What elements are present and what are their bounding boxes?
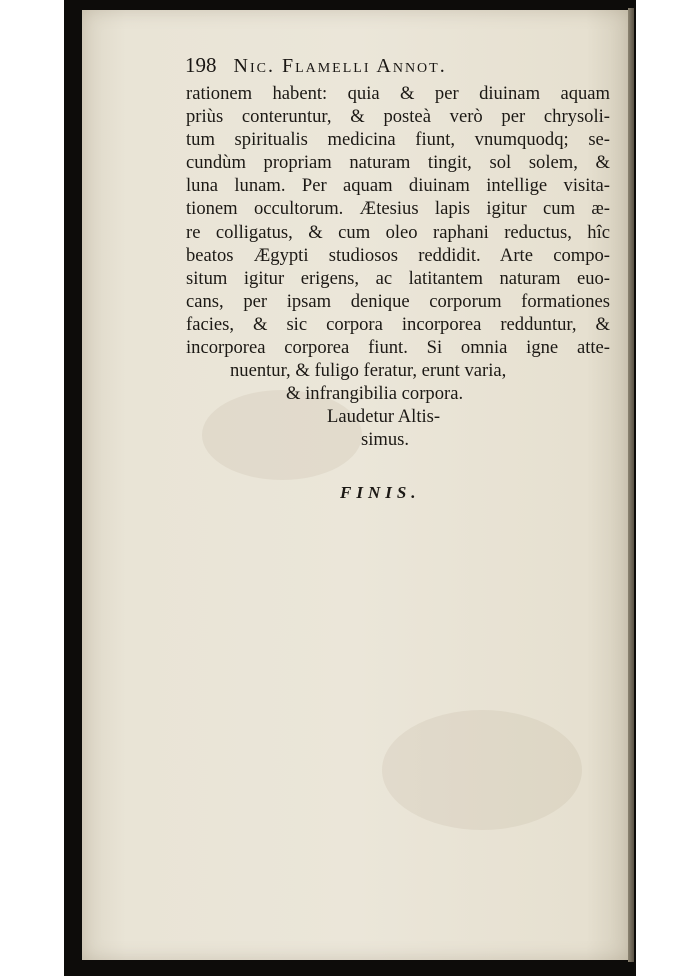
text-line: luna lunam. Per aquam diuinam intellige visita- [186,175,610,197]
running-title: Nic. Flamelli Annot. [233,55,447,77]
page-edge [628,8,634,962]
page-number: 198 [185,53,217,77]
text-line: beatos Ægypti studiosos reddidit. Arte compo- [186,244,610,266]
text-line: cundùm propriam naturam tingit, sol solem, & [186,152,610,174]
text-line: situm igitur erigens, ac latitantem naturam euo- [186,267,610,289]
paper-stain [382,710,582,830]
text-line: incorporea corporea fiunt. Si omnia igne atte- [186,337,610,359]
closing-line: Laudetur Altis- [327,406,441,428]
running-header [185,53,565,81]
text-line: cans, per ipsam denique corporum formationes [186,290,610,312]
text-line: re colligatus, & cum oleo raphani reductus, hîc [186,221,610,243]
text-line: priùs conteruntur, & posteà verò per chrysoli- [186,106,610,128]
body-text [186,82,610,452]
text-line: rationem habent: quia & per diuinam aquam [186,83,610,104]
finis-mark: FINIS. [340,483,421,502]
text-line: tum spiritualis medicina fiunt, vnumquodq; se- [186,129,610,151]
closing-line: & infrangibilia corpora. [286,383,464,405]
closing-line: nuentur, & fuligo feratur, erunt varia, [230,360,507,382]
closing-line: simus. [361,429,410,451]
text-line: tionem occultorum. Ætesius lapis igitur cum æ- [186,198,610,220]
text-line: facies, & sic corpora incorporea redduntur, & [186,313,610,335]
